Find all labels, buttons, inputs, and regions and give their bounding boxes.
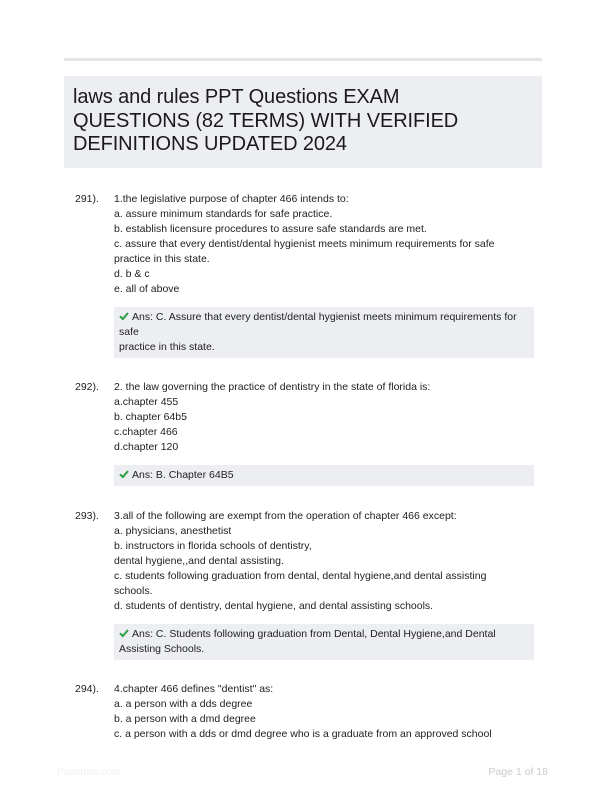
question-line: 2. the law governing the practice of dentistry in the state of florida is:	[114, 381, 431, 393]
document-title	[73, 86, 532, 157]
answer-box-292	[114, 465, 534, 486]
answer-text: Ans: C. Students following graduation from Dental, Dental Hygiene,and Dental	[132, 628, 496, 640]
question-text	[114, 509, 534, 614]
question-number: 292).	[75, 381, 99, 393]
top-divider	[64, 58, 542, 61]
footer-watermark: Paperlibs.com	[57, 767, 121, 778]
answer-text: safe	[119, 326, 139, 338]
check-icon	[119, 628, 129, 638]
option-line: e. all of above	[114, 283, 180, 295]
option-line: c. students following graduation from dental, dental hygiene,and dental assisting	[114, 570, 487, 582]
option-line: a. physicians, anesthetist	[114, 525, 232, 537]
check-icon	[119, 311, 129, 321]
question-number: 293).	[75, 510, 99, 522]
option-line: d. b & c	[114, 268, 150, 280]
option-line: dental hygiene,,and dental assisting.	[114, 555, 284, 567]
answer-text: Ans: C. Assure that every dentist/dental hygienist meets minimum requirements for	[132, 311, 517, 323]
question-text	[114, 380, 534, 455]
answer-box-291	[114, 307, 534, 358]
option-line: b. establish licensure procedures to assure safe standards are met.	[114, 223, 427, 235]
question-line: 1.the legislative purpose of chapter 466 intends to:	[114, 193, 349, 205]
title-panel	[64, 76, 542, 168]
answer-text: practice in this state.	[119, 341, 215, 353]
option-line: b. a person with a dmd degree	[114, 713, 256, 725]
question-number: 294).	[75, 683, 99, 695]
option-line: a. a person with a dds degree	[114, 698, 253, 710]
question-text	[114, 682, 534, 742]
answer-text: Assisting Schools.	[119, 643, 205, 655]
title-line: laws and rules PPT Questions EXAM	[73, 86, 400, 108]
question-line: 4.chapter 466 defines "dentist" as:	[114, 683, 274, 695]
answer-box-293	[114, 624, 534, 660]
option-line: a. assure minimum standards for safe practice.	[114, 208, 333, 220]
option-line: d.chapter 120	[114, 441, 179, 453]
check-icon	[119, 469, 129, 479]
question-line: 3.all of the following are exempt from the operation of chapter 466 except:	[114, 510, 457, 522]
option-line: b. chapter 64b5	[114, 411, 187, 423]
page-indicator: Page 1 of 18	[488, 766, 548, 778]
option-line: c. assure that every dentist/dental hygienist meets minimum requirements for safe	[114, 238, 495, 250]
option-line: a.chapter 455	[114, 396, 179, 408]
option-line: practice in this state.	[114, 253, 210, 265]
option-line: d. students of dentistry, dental hygiene, and dental assisting schools.	[114, 600, 434, 612]
title-line: QUESTIONS (82 TERMS) WITH VERIFIED	[73, 109, 459, 132]
question-number: 291).	[75, 193, 99, 205]
option-line: c.chapter 466	[114, 426, 178, 438]
question-text	[114, 192, 534, 297]
answer-text: Ans: B. Chapter 64B5	[132, 469, 234, 481]
title-line: DEFINITIONS UPDATED 2024	[73, 133, 347, 155]
option-line: schools.	[114, 585, 153, 597]
option-line: c. a person with a dds or dmd degree who is a graduate from an approved school	[114, 728, 492, 740]
option-line: b. instructors in florida schools of dentistry,	[114, 540, 312, 552]
